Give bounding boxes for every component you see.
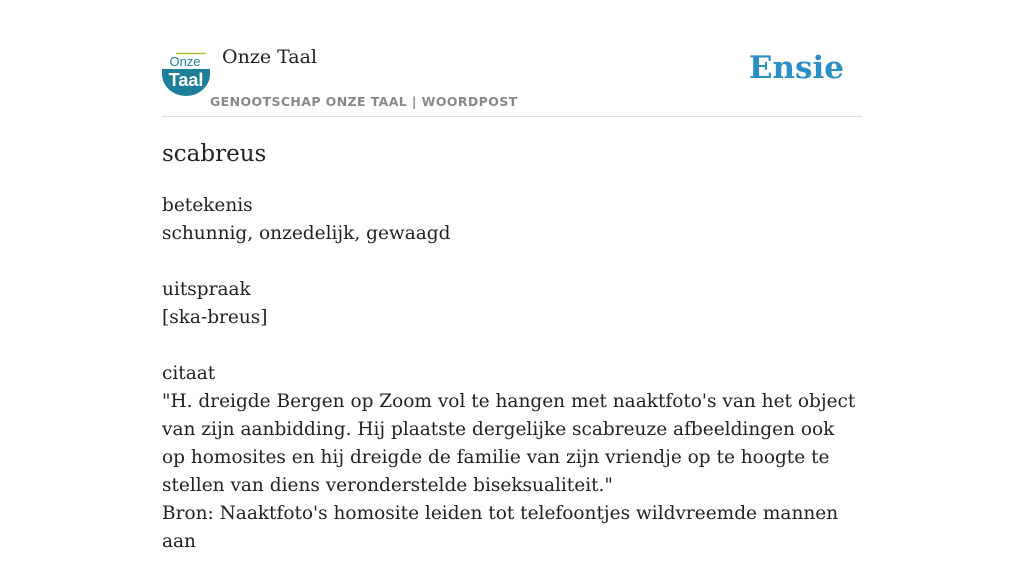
entry-content [162, 138, 862, 584]
section-label: betekenis [162, 195, 253, 216]
section-text: schunnig, onzedelijk, gewaagd [162, 223, 451, 244]
quote-text: "H. dreigde Bergen op Zoom vol te hangen met naaktfoto's van het object van zijn aanbidding. Hij plaatste dergelijke scabreuze afbeeldingen ook op homosites en hij dreigde de familie van zijn vriendje op te hoogte te stellen van diens veronderstelde biseksualiteit." [162, 391, 856, 496]
ensie-logo[interactable]: Ensie [748, 50, 844, 86]
section-label: citaat [162, 363, 216, 384]
onze-taal-logo[interactable] [162, 52, 210, 96]
section-label: uitspraak [162, 279, 251, 300]
section-text: [ska-breus] [162, 307, 268, 328]
section-quote [162, 360, 862, 556]
brand-subtitle: GENOOTSCHAP ONZE TAAL | WOORDPOST [210, 94, 518, 109]
entry-term: scabreus [162, 141, 267, 167]
section-meaning [162, 192, 862, 248]
site-header [162, 44, 862, 117]
logo-text-top: Onze [169, 54, 201, 69]
quote-source: Bron: Naaktfoto's homosite leiden tot telefoontjes wildvreemde mannen aan [162, 503, 839, 552]
logo-text-bottom: Taal [168, 70, 204, 90]
section-pronunciation [162, 276, 862, 332]
brand-name[interactable]: Onze Taal [222, 46, 318, 68]
